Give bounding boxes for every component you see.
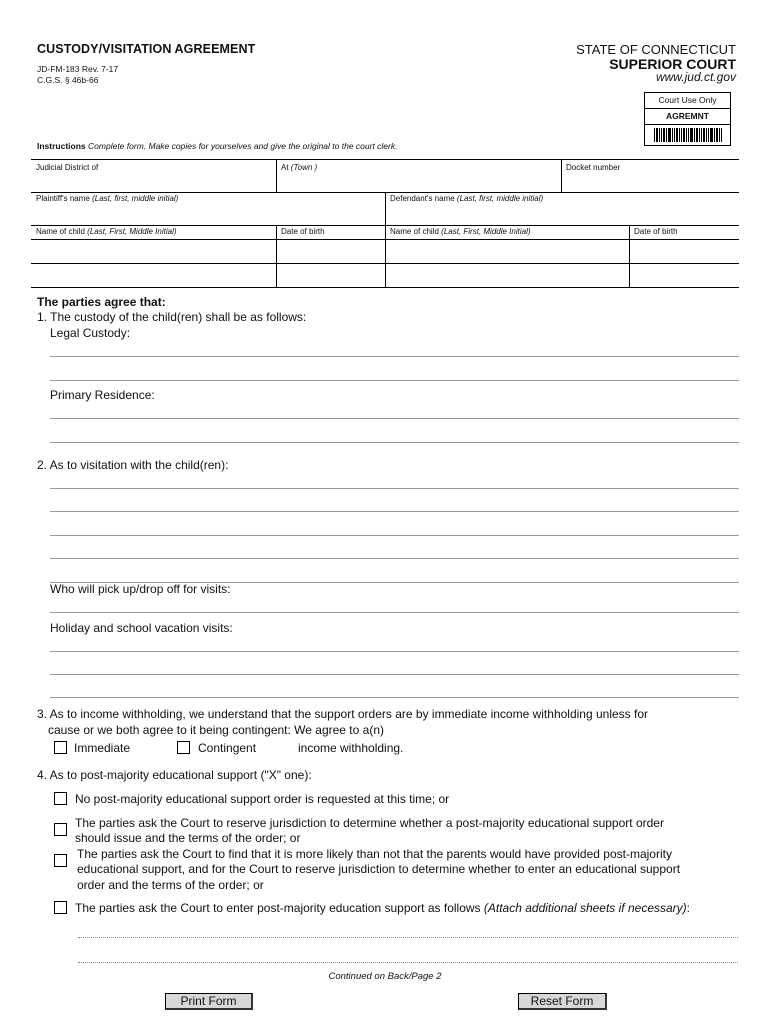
- table-line: [31, 287, 739, 288]
- holiday-line[interactable]: [50, 651, 739, 652]
- plaintiff-label: Plaintiff's name: [36, 194, 90, 203]
- item-4-heading: 4. As to post-majority educational support ("X" one):: [37, 768, 312, 782]
- visitation-line[interactable]: [50, 488, 739, 489]
- table-line: [629, 225, 630, 287]
- holiday-label: Holiday and school vacation visits:: [50, 621, 233, 635]
- state-name: STATE OF CONNECTICUT: [576, 42, 736, 57]
- form-number: [37, 64, 118, 86]
- form-title: CUSTODY/VISITATION AGREEMENT: [37, 42, 256, 56]
- reset-form-button[interactable]: Reset Form: [518, 993, 607, 1010]
- item-3-line-2: cause or we both agree to it being contingent: We agree to a(n): [48, 723, 384, 737]
- option-3-line-1: The parties ask the Court to find that it is more likely than not that the parents would have provided post-majority: [77, 847, 672, 861]
- child2-label: Name of child: [390, 227, 439, 236]
- option-4-colon: :: [686, 901, 691, 915]
- court-use-label: Court Use Only: [645, 93, 730, 109]
- item-2-visitation: 2. As to visitation with the child(ren):: [37, 458, 229, 472]
- table-line: [276, 225, 277, 287]
- date-of-birth-header-2: Date of birth: [634, 227, 678, 236]
- immediate-checkbox[interactable]: [54, 741, 67, 754]
- plaintiff-hint: (Last, first, middle initial): [92, 194, 179, 203]
- reserve-jurisdiction-checkbox[interactable]: [54, 823, 67, 836]
- child-name-header-1: [36, 227, 177, 236]
- contingent-checkbox[interactable]: [177, 741, 190, 754]
- option-3-line-3: order and the terms of the order; or: [77, 878, 264, 892]
- immediate-label: Immediate: [74, 741, 131, 755]
- visitation-line[interactable]: [50, 558, 739, 559]
- barcode-icon: [645, 125, 730, 145]
- instructions: [37, 141, 397, 151]
- child2-hint: (Last, First, Middle Initial): [441, 227, 531, 236]
- court-use-box: [644, 92, 731, 146]
- pickup-label: Who will pick up/drop off for visits:: [50, 582, 231, 596]
- primary-residence-label: Primary Residence:: [50, 388, 155, 402]
- continued-note: Continued on Back/Page 2: [328, 971, 442, 982]
- option-1-text: No post-majority educational support order is requested at this time; or: [75, 792, 450, 806]
- docket-number-field[interactable]: Docket number: [566, 163, 621, 172]
- no-support-checkbox[interactable]: [54, 792, 67, 805]
- table-line: [276, 159, 277, 192]
- find-likely-checkbox[interactable]: [54, 854, 67, 867]
- option-2-line-1: The parties ask the Court to reserve jurisdiction to determine whether a post-majority educational support order: [75, 816, 664, 830]
- visitation-line[interactable]: [50, 535, 739, 536]
- enter-support-checkbox[interactable]: [54, 901, 67, 914]
- plaintiff-name-field[interactable]: [36, 194, 178, 203]
- table-line: [385, 225, 386, 287]
- table-line: [385, 192, 386, 225]
- court-use-code: AGREMNT: [645, 109, 730, 125]
- town-hint: (Town ): [290, 163, 318, 172]
- holiday-line[interactable]: [50, 674, 739, 675]
- town-label: At: [281, 163, 289, 172]
- town-field[interactable]: [281, 163, 317, 172]
- judicial-district-field[interactable]: Judicial District of: [36, 163, 99, 172]
- form-revision: JD-FM-183 Rev. 7-17: [37, 64, 119, 74]
- pickup-line[interactable]: [50, 612, 739, 613]
- contingent-label: Contingent: [198, 741, 257, 755]
- support-terms-line[interactable]: [78, 962, 738, 963]
- defendant-hint: (Last, first, middle initial): [456, 194, 544, 203]
- table-line: [31, 159, 739, 160]
- income-withholding-text: income withholding.: [298, 741, 404, 755]
- option-4-text: [75, 901, 690, 915]
- visitation-line[interactable]: [50, 511, 739, 512]
- instructions-text: Complete form. Make copies for yourselves and give the original to the court clerk.: [88, 141, 398, 151]
- child-name-header-2: [390, 227, 531, 236]
- legal-custody-line[interactable]: [50, 356, 739, 357]
- holiday-line[interactable]: [50, 697, 739, 698]
- option-2-line-2: should issue and the terms of the order; or: [75, 831, 301, 845]
- court-name: SUPERIOR COURT: [609, 56, 736, 72]
- option-4-hint: (Attach additional sheets if necessary): [483, 901, 687, 915]
- legal-custody-line[interactable]: [50, 380, 739, 381]
- primary-residence-line[interactable]: [50, 442, 739, 443]
- primary-residence-line[interactable]: [50, 418, 739, 419]
- date-of-birth-header-1: Date of birth: [281, 227, 325, 236]
- child1-label: Name of child: [36, 227, 85, 236]
- statute-reference: C.G.S. § 46b-66: [37, 75, 99, 85]
- option-3-line-2: educational support, and for the Court to reserve jurisdiction to determine whether to enter an educational support: [77, 862, 681, 876]
- support-terms-line[interactable]: [78, 937, 738, 938]
- option-4-main: The parties ask the Court to enter post-majority education support as follows: [75, 901, 481, 915]
- instructions-label: Instructions: [37, 141, 86, 151]
- parties-agree-heading: The parties agree that:: [37, 295, 166, 309]
- child1-hint: (Last, First, Middle Initial): [87, 227, 177, 236]
- table-line: [561, 159, 562, 192]
- print-form-button[interactable]: Print Form: [165, 993, 253, 1010]
- court-website: www.jud.ct.gov: [655, 70, 736, 84]
- legal-custody-label: Legal Custody:: [50, 326, 131, 340]
- item-1-custody: 1. The custody of the child(ren) shall be as follows:: [37, 310, 307, 324]
- item-3-line-1: 3. As to income withholding, we understand that the support orders are by immediate income withholding unless for: [37, 707, 649, 721]
- defendant-label: Defendant's name: [390, 194, 455, 203]
- defendant-name-field[interactable]: [390, 194, 543, 203]
